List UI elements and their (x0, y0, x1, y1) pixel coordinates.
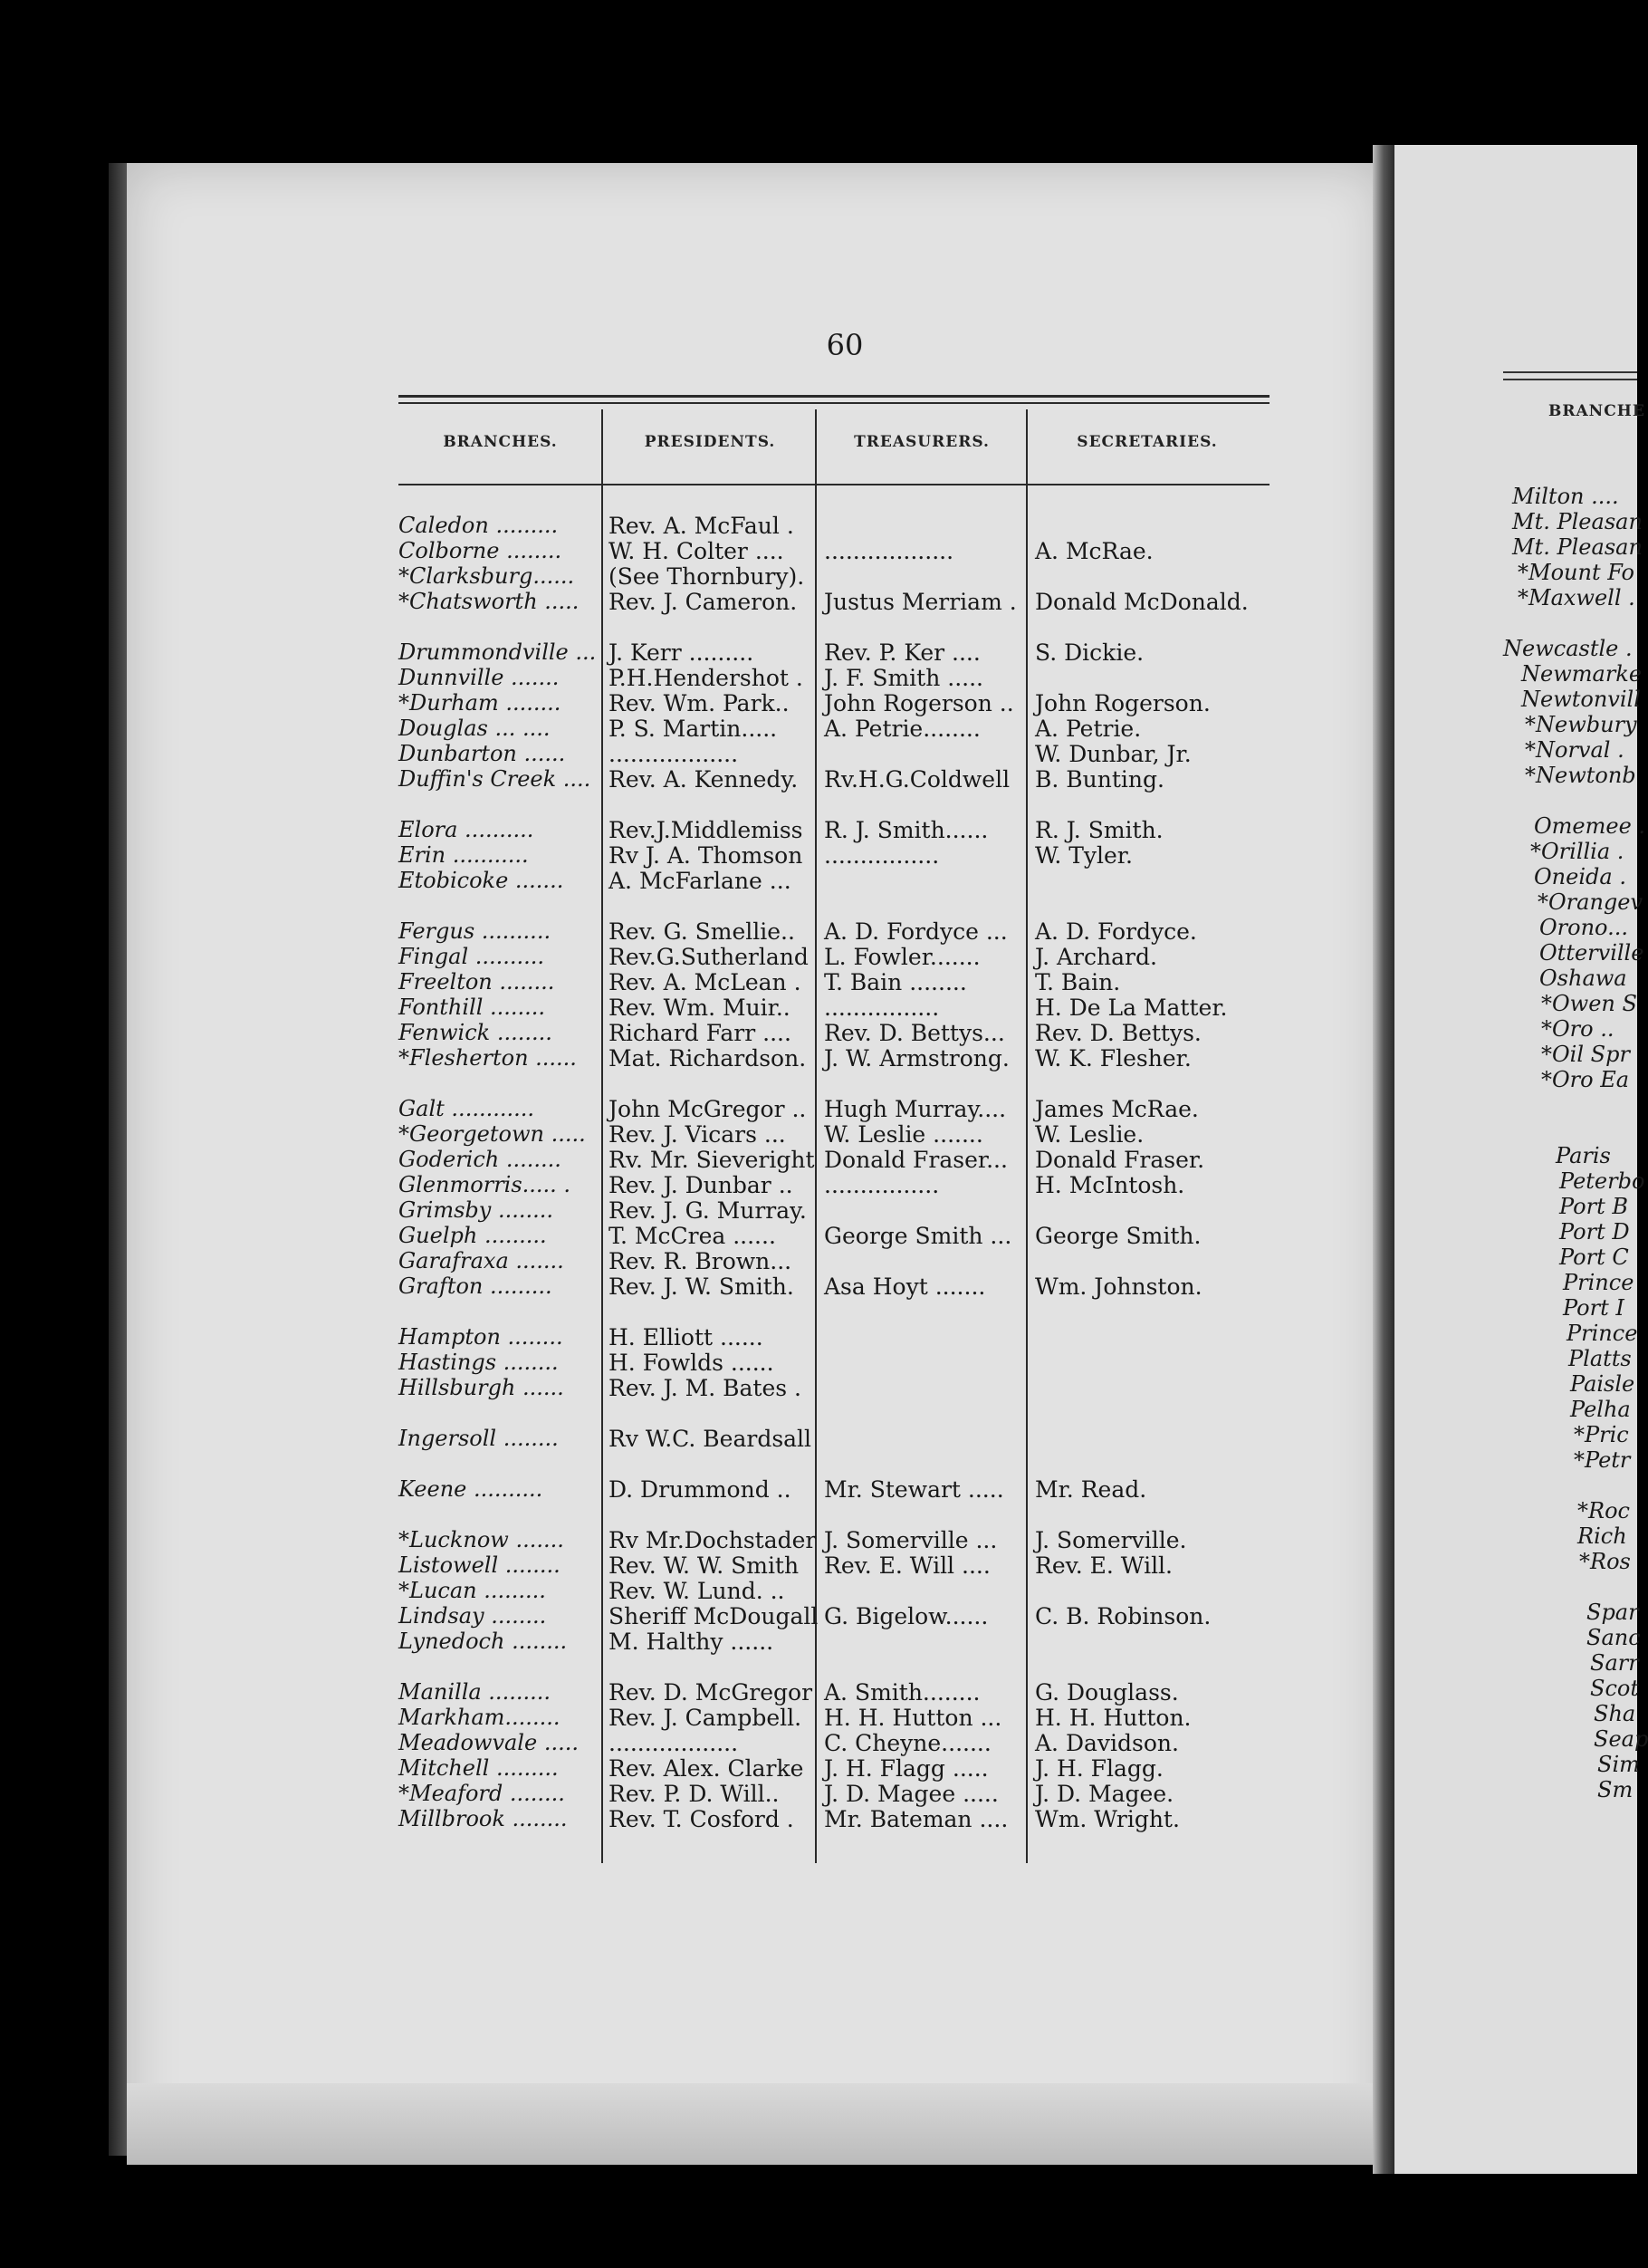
secretary-name: J. Archard. (1035, 944, 1157, 970)
treasurer-name: A. D. Fordyce ... (824, 918, 1008, 945)
right-page-branch: Newmarke (1521, 661, 1643, 687)
treasurer-name: Asa Hoyt ....... (824, 1273, 986, 1300)
page-bottom-edge (127, 2083, 1385, 2165)
secretary-name: Rev. D. Bettys. (1035, 1020, 1202, 1046)
branch-name: Hastings ........ (398, 1350, 559, 1375)
secretary-name: G. Douglass. (1035, 1679, 1179, 1706)
branch-name: *Lucknow ....... (398, 1527, 564, 1552)
branch-name: Fingal .......... (398, 944, 545, 969)
right-page-branch: Seap (1594, 1726, 1648, 1752)
secretary-name: John Rogerson. (1035, 690, 1211, 716)
right-page-branch: *Newbury (1525, 712, 1637, 737)
header-branches: BRANCHES. (443, 433, 558, 451)
president-name: J. Kerr ......... (608, 639, 754, 666)
treasurer-name: L. Fowler....... (824, 944, 981, 970)
right-page-branch: *Owen S (1541, 991, 1637, 1016)
secretary-name: A. Petrie. (1035, 716, 1142, 742)
table-row (398, 1121, 1268, 1148)
table-row (398, 1806, 1268, 1832)
branch-name: Hampton ........ (398, 1324, 563, 1350)
branch-name: Dunnville ....... (398, 665, 560, 690)
secretary-name: A. McRae. (1035, 538, 1154, 564)
secretary-name: J. Somerville. (1035, 1527, 1187, 1553)
president-name: Rev.J.Middlemiss (608, 817, 803, 843)
president-name: Rev. A. McLean . (608, 969, 801, 995)
secretary-name: Wm. Wright. (1035, 1806, 1180, 1832)
right-page-branch: Port I (1563, 1295, 1624, 1321)
treasurer-name: Mr. Stewart ..... (824, 1476, 1004, 1503)
branch-name: Erin ........... (398, 842, 529, 868)
table-row (398, 868, 1268, 894)
top-rule-thick (398, 395, 1270, 398)
treasurer-name: George Smith ... (824, 1223, 1012, 1249)
right-page-branch: Orono... (1539, 915, 1628, 940)
right-page-branch: *Oro Ea (1541, 1067, 1630, 1092)
branch-name: Meadowvale ..... (398, 1730, 579, 1755)
president-name: Mat. Richardson. (608, 1045, 807, 1072)
table-row (398, 1755, 1268, 1782)
secretary-name: W. K. Flesher. (1035, 1045, 1192, 1072)
table-row (398, 1679, 1268, 1706)
right-page-branch: Peterbo (1559, 1168, 1645, 1194)
branch-name: Grimsby ........ (398, 1197, 553, 1223)
table-row (398, 1552, 1268, 1579)
branch-name: Hillsburgh ...... (398, 1375, 564, 1400)
table-row (398, 1476, 1268, 1503)
branch-name: Duffin's Creek .... (398, 766, 591, 792)
president-name: Rv W.C. Beardsall (608, 1426, 812, 1452)
president-name: Rev. J. Cameron. (608, 589, 798, 615)
president-name: Rev. J. M. Bates . (608, 1375, 801, 1401)
secretary-name: J. H. Flagg. (1035, 1755, 1164, 1782)
branch-name: Keene .......... (398, 1476, 543, 1502)
branch-name: Douglas ... .... (398, 716, 551, 741)
table-row (398, 1527, 1268, 1553)
header-secretaries: SECRETARIES. (1077, 433, 1218, 451)
branch-name: Galt ............ (398, 1096, 534, 1121)
right-page-branch: Sm (1597, 1777, 1634, 1802)
president-name: Rev. P. D. Will.. (608, 1781, 780, 1807)
right-page-branch: Platts (1568, 1346, 1632, 1371)
table-row (398, 766, 1268, 793)
treasurer-name: Hugh Murray.... (824, 1096, 1007, 1122)
right-page-branch: Mt. Pleasan (1512, 534, 1643, 560)
branch-name: Listowell ........ (398, 1552, 561, 1578)
table-row (398, 1248, 1268, 1274)
right-page-branch: *Mount Fo (1518, 560, 1634, 585)
table-row (398, 1350, 1268, 1376)
right-page-branch: Rich (1577, 1523, 1627, 1549)
secretary-name: George Smith. (1035, 1223, 1202, 1249)
president-name: H. Elliott ...... (608, 1324, 763, 1350)
branch-name: *Meaford ........ (398, 1781, 565, 1806)
right-page-branch: Spar (1586, 1600, 1639, 1625)
header-rule (398, 484, 1270, 485)
president-name: A. McFarlane ... (608, 868, 791, 894)
president-name: Rev. J. G. Murray. (608, 1197, 807, 1224)
table-row (398, 1375, 1268, 1401)
right-page-branch: *Oro .. (1541, 1016, 1614, 1042)
president-name: .................. (608, 1730, 739, 1756)
treasurer-name: J. F. Smith ..... (824, 665, 983, 691)
secretary-name: W. Dunbar, Jr. (1035, 741, 1192, 767)
president-name: Rev. J. Dunbar .. (608, 1172, 793, 1198)
treasurer-name: C. Cheyne....... (824, 1730, 992, 1756)
table-row (398, 969, 1268, 995)
president-name: D. Drummond .. (608, 1476, 791, 1503)
president-name: Rv J. A. Thomson (608, 842, 803, 869)
branch-name: Markham........ (398, 1705, 561, 1730)
branch-name: *Lucan ......... (398, 1578, 546, 1603)
treasurer-name: T. Bain ........ (824, 969, 967, 995)
right-page-branch: Prince (1563, 1270, 1634, 1295)
president-name: Rev. A. McFaul . (608, 513, 794, 539)
secretary-name: H. De La Matter. (1035, 995, 1228, 1021)
right-page-branch: *Norval . (1525, 737, 1624, 763)
branch-name: Mitchell ......... (398, 1755, 559, 1781)
table-row (398, 1273, 1268, 1300)
table-row (398, 716, 1268, 742)
table-row (398, 1045, 1268, 1072)
right-page-branch: *Ros (1579, 1549, 1631, 1574)
table-row (398, 1020, 1268, 1046)
treasurer-name: Rv.H.G.Coldwell (824, 766, 1011, 793)
table-row (398, 995, 1268, 1021)
secretary-name: B. Bunting. (1035, 766, 1164, 793)
president-name: Rev.G.Sutherland (608, 944, 809, 970)
president-name: Rev. J. Vicars ... (608, 1121, 786, 1148)
branch-name: Lindsay ........ (398, 1603, 547, 1629)
president-name: Rev. A. Kennedy. (608, 766, 799, 793)
secretary-name: T. Bain. (1035, 969, 1121, 995)
president-name: Richard Farr .... (608, 1020, 791, 1046)
right-page-branch: Newcastle . (1503, 636, 1633, 661)
table-row (398, 1223, 1268, 1249)
secretary-name: H. H. Hutton. (1035, 1705, 1192, 1731)
right-page-branch: Pelha (1570, 1397, 1631, 1422)
table-row (398, 741, 1268, 767)
president-name: M. Halthy ...... (608, 1629, 774, 1655)
treasurer-name: J. W. Armstrong. (824, 1045, 1010, 1072)
branch-name: *Clarksburg...... (398, 563, 575, 589)
right-page-rule-1 (1503, 371, 1637, 373)
right-page-branch: Mt. Pleasan (1512, 509, 1643, 534)
right-page-branch: Sanc (1586, 1625, 1641, 1650)
treasurer-name: John Rogerson .. (824, 690, 1014, 716)
table-row (398, 1730, 1268, 1756)
secretary-name: Rev. E. Will. (1035, 1552, 1174, 1579)
branch-name: Garafraxa ....... (398, 1248, 564, 1273)
president-name: P.H.Hendershot . (608, 665, 803, 691)
branch-name: *Chatsworth ..... (398, 589, 580, 614)
table-row (398, 513, 1268, 539)
treasurer-name: J. D. Magee ..... (824, 1781, 999, 1807)
president-name: Rev. T. Cosford . (608, 1806, 794, 1832)
secretary-name: A. Davidson. (1035, 1730, 1179, 1756)
branch-name: Freelton ........ (398, 969, 555, 995)
treasurer-name: G. Bigelow...... (824, 1603, 989, 1629)
branch-name: *Flesherton ...... (398, 1045, 577, 1071)
table-row (398, 1197, 1268, 1224)
table-row (398, 1324, 1268, 1350)
branch-name: Colborne ........ (398, 538, 562, 563)
table-row (398, 639, 1268, 666)
branch-name: Glenmorris..... . (398, 1172, 571, 1197)
right-page-branch: Port C (1559, 1245, 1629, 1270)
right-page-branch: *Orangev (1538, 889, 1643, 915)
treasurer-name: Rev. E. Will .... (824, 1552, 991, 1579)
branch-name: Fonthill ........ (398, 995, 546, 1020)
page-number: 60 (826, 328, 864, 362)
president-name: Sheriff McDougall (608, 1603, 819, 1629)
table-row (398, 944, 1268, 970)
right-page-branch: *Pric (1574, 1422, 1629, 1447)
branch-name: Caledon ......... (398, 513, 559, 538)
secretary-name: J. D. Magee. (1035, 1781, 1174, 1807)
top-rule-thin (398, 402, 1270, 404)
secretary-name: W. Leslie. (1035, 1121, 1145, 1148)
right-page-branch: *Oil Spr (1541, 1042, 1630, 1067)
table-row (398, 1705, 1268, 1731)
branch-name: Ingersoll ........ (398, 1426, 559, 1451)
right-page-branch: Oneida . (1534, 864, 1626, 889)
table-row (398, 538, 1268, 564)
secretary-name: A. D. Fordyce. (1035, 918, 1197, 945)
secretary-name: H. McIntosh. (1035, 1172, 1185, 1198)
secretary-name: Donald Fraser. (1035, 1147, 1205, 1173)
right-page-branch: Newtonvill (1521, 687, 1641, 712)
right-page-branch: Sarr (1590, 1650, 1639, 1676)
treasurer-name: ................ (824, 1172, 940, 1198)
secretary-name: Wm. Johnston. (1035, 1273, 1202, 1300)
secretary-name: James McRae. (1035, 1096, 1199, 1122)
president-name: (See Thornbury). (608, 563, 805, 590)
branch-name: Fergus .......... (398, 918, 551, 944)
right-page-branch: Omemee . (1534, 813, 1646, 839)
treasurer-name: A. Smith........ (824, 1679, 981, 1706)
secretary-name: Donald McDonald. (1035, 589, 1249, 615)
right-page-branch: *Maxwell . (1518, 585, 1635, 610)
secretary-name: Mr. Read. (1035, 1476, 1147, 1503)
table-row (398, 842, 1268, 869)
branch-name: *Durham ........ (398, 690, 561, 716)
president-name: Rev. J. W. Smith. (608, 1273, 794, 1300)
branch-name: Dunbarton ...... (398, 741, 566, 766)
treasurer-name: J. H. Flagg ..... (824, 1755, 989, 1782)
branch-name: *Georgetown ..... (398, 1121, 586, 1147)
secretary-name: R. J. Smith. (1035, 817, 1164, 843)
right-page-branch: *Orillia . (1530, 839, 1624, 864)
right-page-branch: Port B (1559, 1194, 1629, 1219)
secretary-name: S. Dickie. (1035, 639, 1145, 666)
table-row (398, 589, 1268, 615)
president-name: Rev. W. W. Smith (608, 1552, 800, 1579)
right-page-branch: Scot (1590, 1676, 1639, 1701)
right-page-header: BRANCHE (1548, 402, 1645, 420)
right-page-branch: Sha (1594, 1701, 1636, 1726)
president-name: Rv. Mr. Sieveright (608, 1147, 815, 1173)
treasurer-name: .................. (824, 538, 954, 564)
treasurer-name: A. Petrie........ (824, 716, 981, 742)
branch-name: Lynedoch ........ (398, 1629, 568, 1654)
table-row (398, 690, 1268, 716)
branch-name: Etobicoke ....... (398, 868, 564, 893)
table-row (398, 1172, 1268, 1198)
branch-name: Elora .......... (398, 817, 534, 842)
treasurer-name: Justus Merriam . (824, 589, 1017, 615)
table-row (398, 1603, 1268, 1629)
treasurer-name: ................ (824, 995, 940, 1021)
president-name: P. S. Martin..... (608, 716, 778, 742)
branch-name: Goderich ........ (398, 1147, 561, 1172)
secretary-name: C. B. Robinson. (1035, 1603, 1212, 1629)
president-name: T. McCrea ...... (608, 1223, 776, 1249)
right-page-branch: Otterville (1539, 940, 1644, 966)
treasurer-name: R. J. Smith...... (824, 817, 989, 843)
treasurer-name: Mr. Bateman .... (824, 1806, 1009, 1832)
branch-name: Grafton ......... (398, 1273, 552, 1299)
right-page-branch: *Roc (1577, 1498, 1630, 1523)
branch-name: Millbrook ........ (398, 1806, 568, 1831)
president-name: Rev. W. Lund. .. (608, 1578, 785, 1604)
president-name: Rev. Wm. Park.. (608, 690, 790, 716)
right-page-branch: Prince (1567, 1321, 1638, 1346)
table-row (398, 1578, 1268, 1604)
branch-name: Guelph ......... (398, 1223, 547, 1248)
president-name: Rev. G. Smellie.. (608, 918, 795, 945)
treasurer-name: Donald Fraser... (824, 1147, 1008, 1173)
treasurer-name: Rev. D. Bettys... (824, 1020, 1005, 1046)
president-name: Rev. R. Brown... (608, 1248, 792, 1274)
president-name: Rev. Wm. Muir.. (608, 995, 790, 1021)
treasurer-name: ................ (824, 842, 940, 869)
table-row (398, 1147, 1268, 1173)
right-page-branch: *Petr (1574, 1447, 1631, 1473)
header-presidents: PRESIDENTS. (644, 433, 776, 451)
president-name: .................. (608, 741, 739, 767)
president-name: W. H. Colter .... (608, 538, 784, 564)
treasurer-name: H. H. Hutton ... (824, 1705, 1002, 1731)
branch-name: Manilla ......... (398, 1679, 551, 1705)
secretary-name: W. Tyler. (1035, 842, 1133, 869)
right-page-branch: Paisle (1570, 1371, 1635, 1397)
right-page-branch: Port D (1559, 1219, 1630, 1245)
table-row (398, 1096, 1268, 1122)
table-row (398, 563, 1268, 590)
branch-name: Drummondville ... (398, 639, 597, 665)
treasurer-name: Rev. P. Ker .... (824, 639, 981, 666)
president-name: Rv Mr.Dochstader (608, 1527, 817, 1553)
treasurer-name: J. Somerville ... (824, 1527, 998, 1553)
header-treasurers: TREASURERS. (854, 433, 990, 451)
treasurer-name: W. Leslie ....... (824, 1121, 983, 1148)
table-row (398, 1629, 1268, 1655)
table-row (398, 918, 1268, 945)
right-page-branch: Sim (1597, 1752, 1640, 1777)
right-page-branch: Paris (1556, 1143, 1611, 1168)
president-name: Rev. J. Campbell. (608, 1705, 802, 1731)
table-row (398, 665, 1268, 691)
president-name: John McGregor .. (608, 1096, 807, 1122)
table-row (398, 817, 1268, 843)
right-page-branch: Milton .... (1512, 484, 1619, 509)
right-page-rule-2 (1503, 379, 1637, 380)
book-gutter (1373, 145, 1394, 2174)
president-name: H. Fowlds ...... (608, 1350, 774, 1376)
president-name: Rev. D. McGregor (608, 1679, 813, 1706)
table-row (398, 1426, 1268, 1452)
table-row (398, 1781, 1268, 1807)
president-name: Rev. Alex. Clarke (608, 1755, 804, 1782)
right-page-branch: Oshawa (1539, 966, 1627, 991)
branch-name: Fenwick ........ (398, 1020, 552, 1045)
right-page-branch: *Newtonb (1525, 763, 1636, 788)
